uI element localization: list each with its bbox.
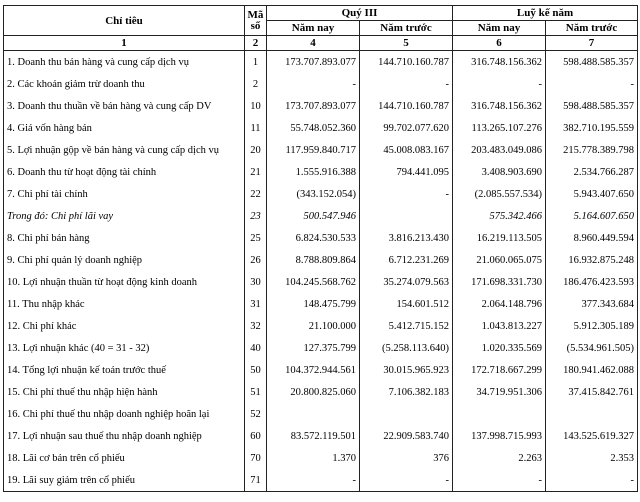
table-row: [4, 183, 638, 205]
table-row: [4, 469, 638, 492]
q3-this-year-value: 173.707.893.077: [267, 95, 360, 117]
q3-this-year-value: 117.959.840.717: [267, 139, 360, 161]
table-row: [4, 381, 638, 403]
index-cell: 5: [360, 36, 453, 51]
q3-this-year-value: -: [267, 73, 360, 95]
table-row: [4, 205, 638, 227]
ytd-this-year-value: 316.748.156.362: [453, 95, 546, 117]
q3-last-year-value: 35.274.079.563: [360, 271, 453, 293]
row-code: 32: [245, 315, 267, 337]
index-cell: 1: [4, 36, 245, 51]
row-label: 11. Thu nhập khác: [4, 293, 245, 315]
ytd-last-year-value: 377.343.684: [546, 293, 638, 315]
row-code: 25: [245, 227, 267, 249]
q3-last-year-value: [360, 403, 453, 425]
q3-group-header: Quý III: [267, 6, 453, 21]
ytd-this-year-value: 137.998.715.993: [453, 425, 546, 447]
q3-this-year-header: Năm nay: [267, 21, 360, 36]
q3-this-year-value: 127.375.799: [267, 337, 360, 359]
ytd-this-year-value: 3.408.903.690: [453, 161, 546, 183]
row-label: 10. Lợi nhuận thuần từ hoạt động kinh doanh: [4, 271, 245, 293]
ytd-last-year-value: 215.778.389.798: [546, 139, 638, 161]
q3-last-year-value: -: [360, 183, 453, 205]
q3-this-year-value: 83.572.119.501: [267, 425, 360, 447]
q3-last-year-value: 99.702.077.620: [360, 117, 453, 139]
ytd-last-year-value: -: [546, 73, 638, 95]
ytd-last-year-value: (5.534.961.505): [546, 337, 638, 359]
ytd-this-year-value: 21.060.065.075: [453, 249, 546, 271]
ytd-this-year-value: 171.698.331.730: [453, 271, 546, 293]
row-code: 10: [245, 95, 267, 117]
table-row: [4, 51, 638, 74]
table-row: [4, 73, 638, 95]
q3-this-year-value: -: [267, 469, 360, 492]
q3-last-year-value: (5.258.113.640): [360, 337, 453, 359]
q3-this-year-value: 20.800.825.060: [267, 381, 360, 403]
q3-this-year-value: 148.475.799: [267, 293, 360, 315]
q3-this-year-value: 500.547.946: [267, 205, 360, 227]
q3-last-year-value: 7.106.382.183: [360, 381, 453, 403]
code-header: [245, 6, 267, 36]
indicator-header: Chỉ tiêu: [4, 6, 245, 36]
ytd-last-year-header: Năm trước: [546, 21, 638, 36]
ytd-last-year-value: [546, 403, 638, 425]
table-row: [4, 139, 638, 161]
q3-this-year-value: 104.245.568.762: [267, 271, 360, 293]
ytd-last-year-value: 8.960.449.594: [546, 227, 638, 249]
row-label: 13. Lợi nhuận khác (40 = 31 - 32): [4, 337, 245, 359]
row-code: 11: [245, 117, 267, 139]
ytd-this-year-value: 203.483.049.086: [453, 139, 546, 161]
row-label: 6. Doanh thu từ hoạt động tài chính: [4, 161, 245, 183]
q3-last-year-value: 154.601.512: [360, 293, 453, 315]
ytd-this-year-value: 16.219.113.505: [453, 227, 546, 249]
q3-this-year-value: (343.152.054): [267, 183, 360, 205]
ytd-last-year-value: 186.476.423.593: [546, 271, 638, 293]
ytd-this-year-header: Năm nay: [453, 21, 546, 36]
ytd-last-year-value: 5.943.407.650: [546, 183, 638, 205]
ytd-last-year-value: 2.534.766.287: [546, 161, 638, 183]
q3-last-year-value: 30.015.965.923: [360, 359, 453, 381]
table-row: [4, 293, 638, 315]
code-header-top: Mã: [247, 8, 264, 21]
row-label: 5. Lợi nhuận gộp về bán hàng và cung cấp dịch vụ: [4, 139, 245, 161]
ytd-this-year-value: 575.342.466: [453, 205, 546, 227]
ytd-this-year-value: 316.748.156.362: [453, 51, 546, 74]
header-row-groups: [4, 6, 638, 21]
row-code: 30: [245, 271, 267, 293]
ytd-this-year-value: 2.263: [453, 447, 546, 469]
table-row: [4, 337, 638, 359]
row-code: 22: [245, 183, 267, 205]
row-label: Trong đó: Chi phí lãi vay: [4, 205, 245, 227]
row-code: 70: [245, 447, 267, 469]
row-label: 17. Lợi nhuận sau thuế thu nhập doanh nghiệp: [4, 425, 245, 447]
table-row: [4, 95, 638, 117]
ytd-group-header: Luỹ kế năm: [453, 6, 638, 21]
row-label: 18. Lãi cơ bản trên cổ phiếu: [4, 447, 245, 469]
q3-last-year-value: [360, 205, 453, 227]
row-label: 2. Các khoản giảm trừ doanh thu: [4, 73, 245, 95]
row-code: 51: [245, 381, 267, 403]
row-label: 16. Chi phí thuế thu nhập doanh nghiệp hoãn lại: [4, 403, 245, 425]
q3-this-year-value: 6.824.530.533: [267, 227, 360, 249]
ytd-this-year-value: 113.265.107.276: [453, 117, 546, 139]
row-code: 71: [245, 469, 267, 492]
row-label: 15. Chi phí thuế thu nhập hiện hành: [4, 381, 245, 403]
ytd-this-year-value: -: [453, 469, 546, 492]
ytd-last-year-value: 5.912.305.189: [546, 315, 638, 337]
ytd-last-year-value: 37.415.842.761: [546, 381, 638, 403]
row-label: 1. Doanh thu bán hàng và cung cấp dịch vụ: [4, 51, 245, 74]
q3-this-year-value: 104.372.944.561: [267, 359, 360, 381]
q3-last-year-value: -: [360, 469, 453, 492]
row-code: 26: [245, 249, 267, 271]
row-code: 31: [245, 293, 267, 315]
table-row: [4, 227, 638, 249]
q3-last-year-header: Năm trước: [360, 21, 453, 36]
table-row: [4, 403, 638, 425]
ytd-last-year-value: -: [546, 469, 638, 492]
q3-last-year-value: 144.710.160.787: [360, 51, 453, 74]
ytd-this-year-value: 34.719.951.306: [453, 381, 546, 403]
q3-this-year-value: 1.370: [267, 447, 360, 469]
q3-last-year-value: 144.710.160.787: [360, 95, 453, 117]
header-row-index: [4, 36, 638, 51]
table-row: [4, 161, 638, 183]
row-code: 2: [245, 73, 267, 95]
table-row: [4, 117, 638, 139]
row-code: 40: [245, 337, 267, 359]
q3-last-year-value: 6.712.231.269: [360, 249, 453, 271]
table-row: [4, 315, 638, 337]
ytd-last-year-value: 5.164.607.650: [546, 205, 638, 227]
ytd-this-year-value: -: [453, 73, 546, 95]
q3-last-year-value: -: [360, 73, 453, 95]
row-code: 52: [245, 403, 267, 425]
table-row: [4, 249, 638, 271]
ytd-this-year-value: 1.043.813.227: [453, 315, 546, 337]
row-label: 3. Doanh thu thuần về bán hàng và cung cấp DV: [4, 95, 245, 117]
ytd-last-year-value: 598.488.585.357: [546, 95, 638, 117]
ytd-this-year-value: (2.085.557.534): [453, 183, 546, 205]
ytd-this-year-value: 172.718.667.299: [453, 359, 546, 381]
index-cell: 7: [546, 36, 638, 51]
row-label: 19. Lãi suy giảm trên cổ phiếu: [4, 469, 245, 492]
row-code: 50: [245, 359, 267, 381]
ytd-last-year-value: 598.488.585.357: [546, 51, 638, 74]
table-row: [4, 425, 638, 447]
ytd-this-year-value: 2.064.148.796: [453, 293, 546, 315]
q3-last-year-value: 45.008.083.167: [360, 139, 453, 161]
row-code: 23: [245, 205, 267, 227]
ytd-last-year-value: 180.941.462.088: [546, 359, 638, 381]
row-label: 4. Giá vốn hàng bán: [4, 117, 245, 139]
table-row: [4, 447, 638, 469]
row-code: 1: [245, 51, 267, 74]
row-code: 60: [245, 425, 267, 447]
index-cell: 4: [267, 36, 360, 51]
q3-last-year-value: 22.909.583.740: [360, 425, 453, 447]
ytd-last-year-value: 16.932.875.248: [546, 249, 638, 271]
q3-last-year-value: 5.412.715.152: [360, 315, 453, 337]
ytd-this-year-value: 1.020.335.569: [453, 337, 546, 359]
index-cell: 2: [245, 36, 267, 51]
table-row: [4, 271, 638, 293]
ytd-last-year-value: 143.525.619.327: [546, 425, 638, 447]
ytd-last-year-value: 2.353: [546, 447, 638, 469]
ytd-this-year-value: [453, 403, 546, 425]
table-row: [4, 359, 638, 381]
row-label: 7. Chi phí tài chính: [4, 183, 245, 205]
income-statement-table: [3, 5, 638, 492]
row-label: 8. Chi phí bán hàng: [4, 227, 245, 249]
row-code: 20: [245, 139, 267, 161]
index-cell: 6: [453, 36, 546, 51]
row-label: 14. Tổng lợi nhuận kế toán trước thuế: [4, 359, 245, 381]
q3-this-year-value: 1.555.916.388: [267, 161, 360, 183]
row-code: 21: [245, 161, 267, 183]
q3-this-year-value: 21.100.000: [267, 315, 360, 337]
row-label: 12. Chi phí khác: [4, 315, 245, 337]
q3-this-year-value: 8.788.809.864: [267, 249, 360, 271]
q3-last-year-value: 794.441.095: [360, 161, 453, 183]
ytd-last-year-value: 382.710.195.559: [546, 117, 638, 139]
q3-last-year-value: 3.816.213.430: [360, 227, 453, 249]
q3-this-year-value: 55.748.052.360: [267, 117, 360, 139]
q3-last-year-value: 376: [360, 447, 453, 469]
code-header-bottom: số: [250, 19, 261, 32]
row-label: 9. Chi phí quản lý doanh nghiệp: [4, 249, 245, 271]
q3-this-year-value: 173.707.893.077: [267, 51, 360, 74]
q3-this-year-value: [267, 403, 360, 425]
